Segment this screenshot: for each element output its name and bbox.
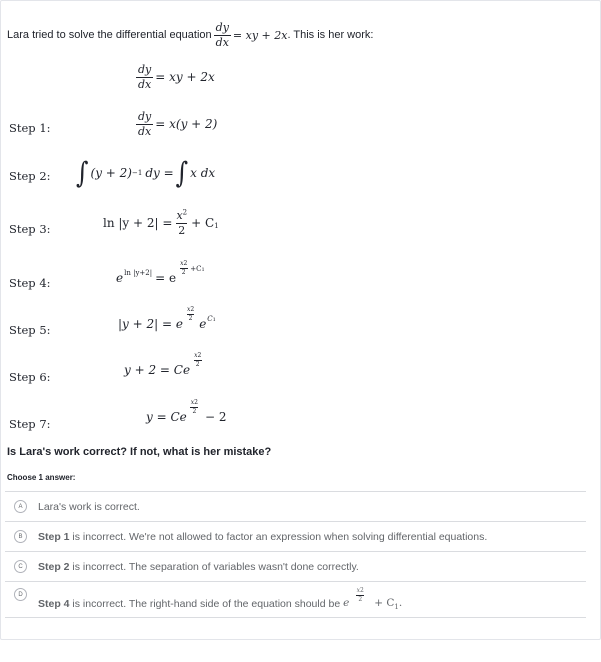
choice-d[interactable]: [5, 581, 586, 618]
step-1-equation: $\frac{dy}{dx}$ = x(y + 2): [138, 110, 218, 138]
step-5-label: Step 5:: [9, 323, 51, 337]
intro-suffix: . This is her work:: [287, 29, 374, 42]
step-4-equation: e ln |y+2| = e $\frac{x2}{2}$ +C1: [116, 260, 205, 285]
intro-prefix: Lara tried to solve the differential equation: [7, 29, 212, 42]
dy-dx-fraction: $\frac{dy}{dx}$: [215, 21, 229, 49]
integral-sign: ∫: [175, 156, 189, 190]
step-3-equation: ln |y + 2| = $\frac{x^2}{2}$ + C 1: [103, 208, 219, 237]
choice-a-radio[interactable]: A: [14, 500, 27, 513]
choice-b-step: Step 1: [38, 531, 70, 543]
step-4-label: Step 4:: [9, 276, 51, 290]
step-2-equation: ∫ (y + 2) −1 dy = ∫ x dx: [76, 156, 216, 190]
step-5-equation: |y + 2| = e $\frac{x2}{2}$ e C1: [118, 306, 216, 331]
step-2-label: Step 2:: [9, 169, 51, 183]
choice-d-radio[interactable]: D: [14, 588, 27, 601]
step-6-label: Step 6:: [9, 370, 51, 384]
choice-a-text: Lara's work is correct.: [38, 501, 140, 513]
choice-c[interactable]: [5, 551, 586, 581]
choice-b-radio[interactable]: B: [14, 530, 27, 543]
choice-d-step: Step 4: [38, 597, 70, 610]
choice-a[interactable]: [5, 491, 586, 521]
choice-c-text: is incorrect. The separation of variables wasn't done correctly.: [69, 561, 359, 573]
choice-c-step: Step 2: [38, 561, 70, 573]
intro-equation: $\frac{dy}{dx}$ = xy + 2x: [215, 21, 288, 49]
question-text: Is Lara's work correct? If not, what is her mistake?: [7, 446, 272, 458]
integral-sign: ∫: [76, 156, 89, 190]
step-3-label: Step 3:: [9, 222, 51, 236]
problem-statement: [7, 22, 373, 48]
step-6-equation: y + 2 = Ce $\frac{x2}{2}$: [124, 352, 202, 377]
choice-d-text: is incorrect. The right-hand side of the equation should be: [69, 597, 344, 610]
choice-b-text: is incorrect. We're not allowed to factor an expression when solving differential equations.: [69, 531, 488, 543]
step-7-equation: y = Ce $\frac{x2}{2}$ − 2: [146, 399, 227, 424]
answer-choices: [5, 491, 586, 618]
step-1-label: Step 1:: [9, 121, 51, 135]
choose-label: Choose 1 answer:: [7, 473, 76, 482]
step-7-label: Step 7:: [9, 417, 51, 431]
choice-b[interactable]: [5, 521, 586, 551]
choice-d-expression: e $\frac{x2}{2}$ + $C_1$.: [343, 587, 403, 611]
choice-c-radio[interactable]: C: [14, 560, 27, 573]
given-equation: $\frac{dy}{dx}$ = xy + 2x: [138, 63, 215, 91]
